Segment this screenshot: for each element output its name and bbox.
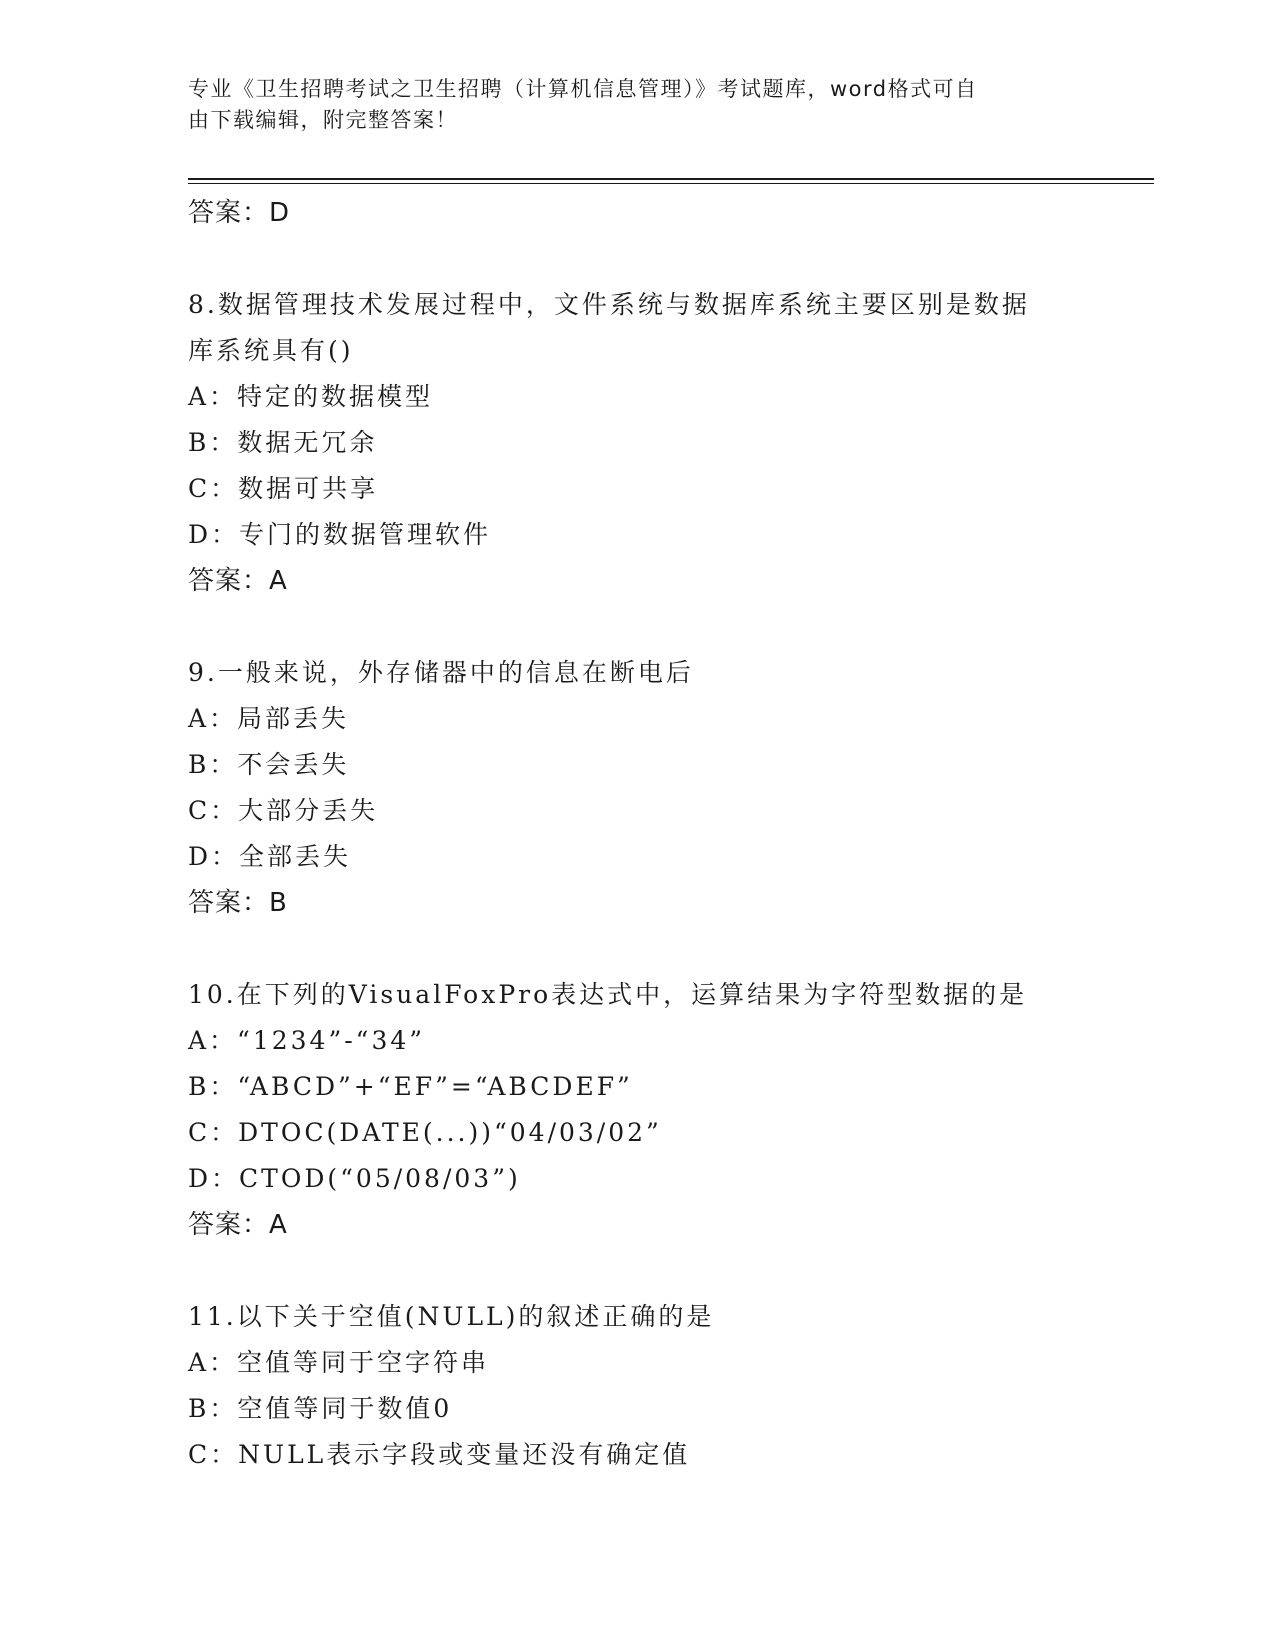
option-a: A：局部丢失: [188, 704, 350, 733]
question-10: [188, 972, 1088, 1248]
option-c: C：大部分丢失: [188, 796, 379, 825]
option-d: D：CTOD(“05/08/03”): [188, 1164, 521, 1193]
option-a: A：空值等同于空字符串: [188, 1348, 490, 1377]
option-b: B：空值等同于数值0: [188, 1394, 453, 1423]
option-d: D：全部丢失: [188, 842, 352, 871]
option-d: D：专门的数据管理软件: [188, 520, 492, 549]
answer: 答案：A: [188, 566, 288, 596]
option-c: C：NULL表示字段或变量还没有确定值: [188, 1440, 691, 1469]
option-b: B：不会丢失: [188, 750, 350, 779]
header-line-1: 专业《卫生招聘考试之卫生招聘（计算机信息管理）》考试题库，word格式可自: [188, 77, 978, 101]
question-stem: 10.在下列的VisualFoxPro表达式中，运算结果为字符型数据的是: [188, 980, 1028, 1009]
option-a: A：“1234”-“34”: [188, 1026, 426, 1055]
option-c: C：DTOC(DATE(...))“04/03/02”: [188, 1118, 662, 1147]
question-11: [188, 1294, 1088, 1478]
answer: 答案：A: [188, 1210, 288, 1240]
option-c: C：数据可共享: [188, 474, 379, 503]
question-stem: 8.数据管理技术发展过程中，文件系统与数据库系统主要区别是数据: [188, 290, 1030, 319]
question-stem: 9.一般来说，外存储器中的信息在断电后: [188, 658, 694, 687]
spacer: [188, 1248, 1088, 1294]
spacer: [188, 604, 1088, 650]
document-header: [188, 74, 1088, 136]
question-9: [188, 650, 1088, 926]
option-b: B：“ABCD”+“EF”=“ABCDEF”: [188, 1072, 633, 1101]
spacer: [188, 926, 1088, 972]
previous-answer: 答案：D: [188, 198, 291, 228]
spacer: [188, 236, 1088, 282]
answer: 答案：B: [188, 888, 288, 918]
header-line-2: 由下载编辑，附完整答案！: [188, 108, 458, 132]
question-stem: 11.以下关于空值(NULL)的叙述正确的是: [188, 1302, 715, 1331]
option-a: A：特定的数据模型: [188, 382, 434, 411]
header-divider-thin: [188, 183, 1154, 184]
question-stem-continued: 库系统具有(): [188, 336, 354, 365]
option-b: B：数据无冗余: [188, 428, 378, 457]
question-8: [188, 282, 1088, 604]
question-list: [188, 190, 1088, 1478]
header-divider-thick: [188, 178, 1154, 180]
